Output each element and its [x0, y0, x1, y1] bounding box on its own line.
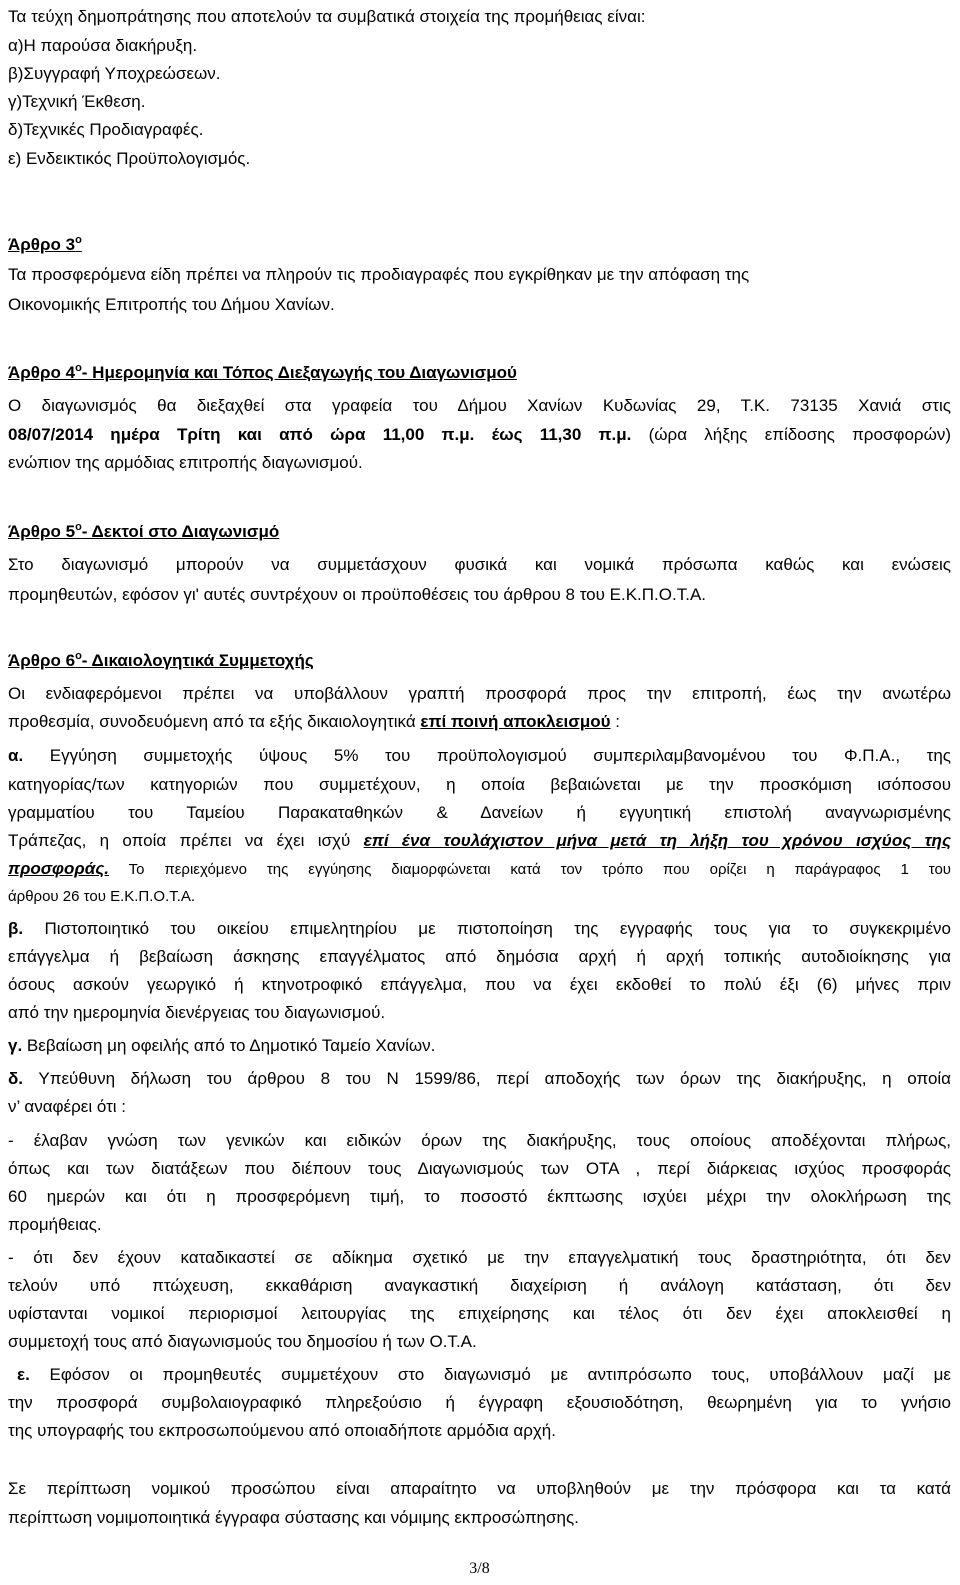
- article-5-title: Άρθρο $5^o-$ Δεκτοί στο Διαγωνισμό: [8, 521, 280, 541]
- legal-entity-text: περίπτωση νομιμοποιητικά έγγραφα σύστασης και νόμιμης εκπροσώπησης.: [8, 1508, 579, 1527]
- page-number: 3/8: [469, 1560, 490, 1577]
- article-3-text: Τα προσφερόμενα είδη πρέπει να πληρούν τις προδιαγραφές που εγκρίθηκαν με την απόφαση της: [8, 265, 750, 284]
- requirement-d: δ. Υπεύθυνη δήλωση του άρθρου 8 του Ν 1599/86, περί αποδοχής των όρων της διακήρυξης, η οποία: [8, 1069, 951, 1088]
- article-3-text: Οικονομικής Επιτροπής του Δήμου Χανίων.: [8, 295, 335, 314]
- declaration-item: 60 ημερών και ότι η προσφερόμενη τιμή, το ποσοστό έκπτωσης ισχύει μέχρι την ολοκλήρωση της: [8, 1187, 951, 1206]
- declaration-item: όπως και των διατάξεων που διέπουν τους Διαγωνισμούς των ΟΤΑ , περί διάρκειας ισχύος προσφοράς: [8, 1159, 951, 1178]
- requirement-b: β. Πιστοποιητικό του οικείου επιμελητηρίου με πιστοποίηση της εγγραφής τους για το συγκεκριμένο: [8, 919, 951, 938]
- requirement-a-text: γραμματίου του Ταμείου Παρακαταθηκών & Δανείων ή εγγυητική επιστολή αναγνωρισμένης: [8, 803, 951, 822]
- intro-item: γ)Τεχνική Έκθεση.: [8, 92, 146, 111]
- declaration-item: συμμετοχή τους από διαγωνισμούς του δημοσίου ή των Ο.Τ.Α.: [8, 1332, 477, 1351]
- requirement-a-text: κατηγορίας/των κατηγοριών που συμμετέχουν, η οποία βεβαιώνεται με την προσκόμιση ισόποσου: [8, 775, 951, 794]
- requirement-c: γ. Βεβαίωση μη οφειλής από το Δημοτικό Ταμείο Χανίων.: [8, 1036, 436, 1055]
- article-4-title: Άρθρο $4^o-$ Ημερομηνία και Τόπος Διεξαγωγής του Διαγωνισμού: [8, 362, 517, 382]
- intro-item: ε) Ενδεικτικός Προϋπολογισμός.: [8, 149, 251, 168]
- legal-entity-text: Σε περίπτωση νομικού προσώπου είναι απαραίτητο να υποβληθούν με την πρόσφορα και τα κατά: [8, 1479, 951, 1498]
- article-6-intro: Οι ενδιαφερόμενοι πρέπει να υποβάλλουν γραπτή προσφορά προς την επιτροπή, έως την ανωτέρω: [8, 684, 951, 703]
- intro-item: α)Η παρούσα διακήρυξη.: [8, 36, 198, 55]
- article-4-text: Ο διαγωνισμός θα διεξαχθεί στα γραφεία του Δήμου Χανίων Κυδωνίας 29, Τ.Κ. 73135 Χανιά στις: [8, 396, 951, 415]
- intro-heading: Τα τεύχη δημοπράτησης που αποτελούν τα συμβατικά στοιχεία της προμήθειας είναι:: [8, 7, 646, 26]
- article-4-text: ενώπιον της αρμόδιας επιτροπής διαγωνισμού.: [8, 453, 363, 472]
- requirement-b-text: επάγγελμα ή βεβαίωση άσκησης επαγγέλματος από δημόσια αρχή ή αρχή τοπικής αυτοδιοίκησης για: [8, 947, 951, 966]
- article-4-date: 08/07/2014 ημέρα Τρίτη και από ώρα 11,00 π.μ. έως 11,30 π.μ.: [8, 425, 632, 444]
- declaration-item: - έλαβαν γνώση των γενικών και ειδικών όρων της διακήρυξης, τους οποίους αποδέχονται πλήρως,: [8, 1131, 951, 1150]
- requirement-a-text: προσφοράς. Το περιεχόμενο της εγγύησης διαμορφώνεται κατά τον τρόπο που ορίζει η παράγραφος 1 του: [8, 859, 951, 878]
- article-6-title: Άρθρο $6^o-$ Δικαιολογητικά Συμμετοχής: [8, 650, 314, 670]
- intro-item: δ)Τεχνικές Προδιαγραφές.: [8, 120, 204, 139]
- article-4-text: 08/07/2014 ημέρα Τρίτη και από ώρα 11,00 π.μ. έως 11,30 π.μ. (ώρα λήξης επίδοσης προσφορών): [8, 425, 952, 444]
- declaration-item: υφίστανται νομικοί περιορισμοί λειτουργίας της επιχείρησης και τέλος ότι δεν έχει αποκλεισθεί η: [8, 1304, 951, 1323]
- declaration-item: - ότι δεν έχουν καταδικαστεί σε αδίκημα σχετικό με την επαγγελματική τους δραστηριότητα, ότι δεν: [8, 1248, 951, 1267]
- declaration-item: προμήθειας.: [8, 1215, 102, 1234]
- requirement-b-text: όσους ασκούν γεωργικό ή κτηνοτροφικό επάγγελμα, που να έχει εκδοθεί το πολύ έξι (6) μήνες πριν: [8, 975, 951, 994]
- article-6-intro: προθεσμία, συνοδευόμενη από τα εξής δικαιολογητικά επί ποινή αποκλεισμού :: [8, 712, 621, 731]
- intro-item: β)Συγγραφή Υποχρεώσεων.: [8, 64, 221, 83]
- requirement-e: ε. Εφόσον οι προμηθευτές συμμετέχουν στο διαγωνισμό με αντιπρόσωπο τους, υποβάλλουν μαζί με: [17, 1365, 951, 1384]
- declaration-item: τελούν υπό πτώχευση, εκκαθάριση αναγκαστική διαχείριση ή ανάλογη κατάσταση, ότι δεν: [8, 1276, 951, 1295]
- article-3-title: Άρθρο $3^o$: [8, 234, 82, 254]
- requirement-a: α. Εγγύηση συμμετοχής ύψους 5% του προϋπολογισμού συμπεριλαμβανομένου του Φ.Π.Α., της: [8, 746, 951, 765]
- article-5-text: Στο διαγωνισμό μπορούν να συμμετάσχουν φυσικά και νομικά πρόσωπα καθώς και ενώσεις: [8, 555, 951, 574]
- requirement-e-text: της υπογραφής του εκπροσωπούμενου από οποιαδήποτε αρμόδια αρχή.: [8, 1421, 556, 1440]
- requirement-e-text: την προσφορά συμβολαιογραφικό πληρεξούσιο ή έγγραφη εξουσιοδότηση, θεωρημένη για το γνήσιο: [8, 1393, 951, 1412]
- requirement-d-text: ν’ αναφέρει ότι :: [8, 1097, 127, 1116]
- requirement-a-text: άρθρου 26 του Ε.Κ.Π.Ο.Τ.Α.: [8, 888, 196, 905]
- requirement-a-text: Τράπεζας, η οποία πρέπει να έχει ισχύ επί ένα τουλάχιστον μήνα μετά τη λήξη του χρόνου ισχύος της: [8, 831, 951, 850]
- requirement-b-text: από την ημερομηνία διενέργειας του διαγωνισμού.: [8, 1003, 386, 1022]
- article-5-text: προμηθευτών, εφόσον γι' αυτές συντρέχουν οι προϋποθέσεις του άρθρου 8 του Ε.Κ.Π.Ο.Τ.Α.: [8, 585, 707, 604]
